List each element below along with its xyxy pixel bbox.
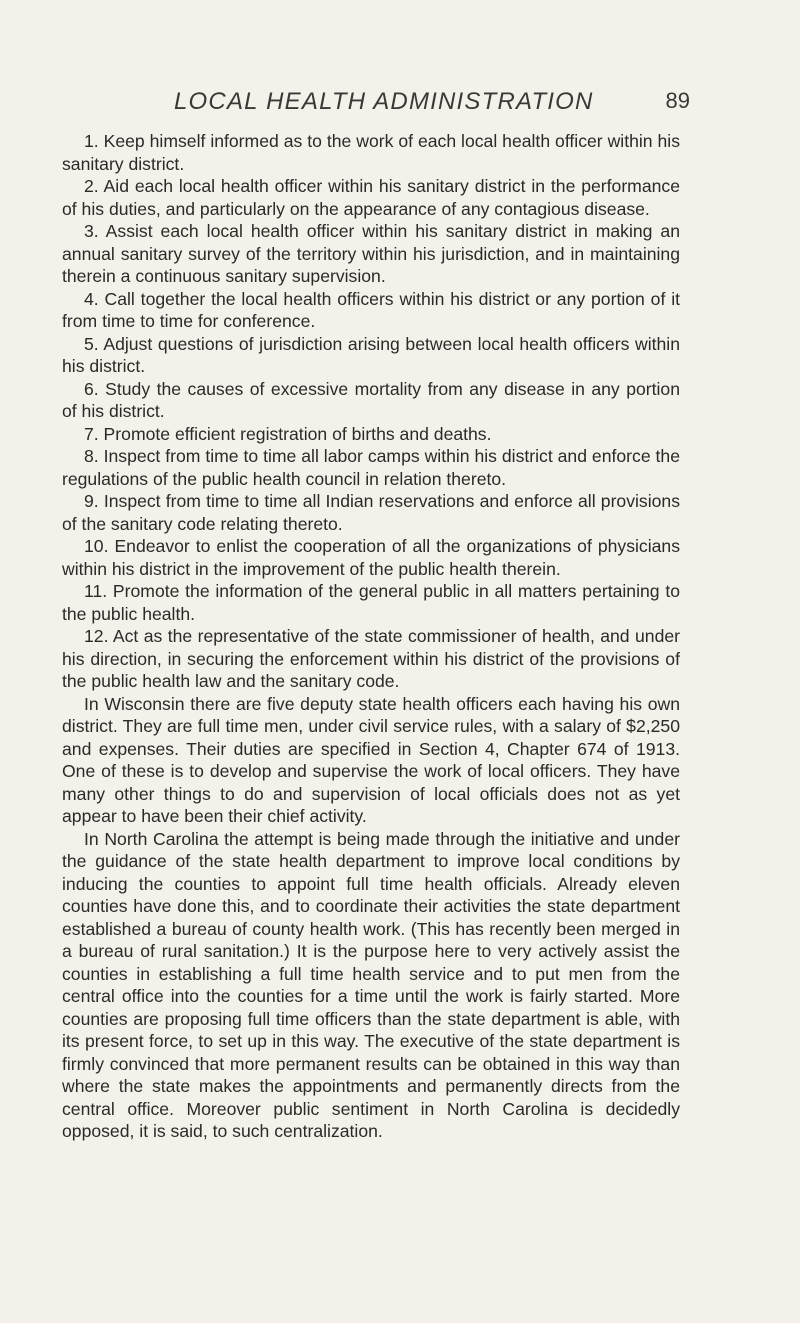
paragraph-duty-10: 10. Endeavor to enlist the cooperation of all the organizations of physicians within his district in the improvement of the public health therein. bbox=[62, 536, 680, 579]
paragraph-duty-11: 11. Promote the information of the general public in all matters pertaining to the public health. bbox=[62, 581, 680, 624]
paragraph-duty-9: 9. Inspect from time to time all Indian reservations and enforce all provisions of the sanitary code relating thereto. bbox=[62, 491, 680, 534]
paragraph-duty-4: 4. Call together the local health officers within his district or any portion of it from time to time for conference. bbox=[62, 288, 680, 331]
paragraph-wisconsin: In Wisconsin there are five deputy state health officers each having his own district. They are full time men, under civil service rules, with a salary of $2,250 and expenses. Their duties are specified in Section 4, Chapter 674 of 1913. One of these is to develop and supervise the work of local officers. They have many other things to do and supervision of local officials does not as yet appear to have been their chief activity. bbox=[62, 693, 680, 826]
body-text bbox=[62, 130, 680, 1143]
page-number: 89 bbox=[665, 88, 690, 113]
paragraph-duty-3: 3. Assist each local health officer within his sanitary district in making an annual sanitary survey of the territory within his jurisdiction, and in maintaining therein a continuous sanitary supervision. bbox=[62, 221, 680, 286]
paragraph-duty-8: 8. Inspect from time to time all labor camps within his district and enforce the regulations of the public health council in relation thereto. bbox=[62, 446, 680, 489]
paragraph-north-carolina: In North Carolina the attempt is being made through the initiative and under the guidance of the state health department to improve local conditions by inducing the counties to appoint full time health officials. Already eleven counties have done this, and to coordinate their activities the state department established a bureau of county health work. (This has recently been merged in a bureau of rural sanitation.) It is the purpose here to very actively assist the counties in establishing a full time health service and to put men from the central office into the counties for a time until the work is fairly started. More counties are proposing full time officers than the state department is able, with its present force, to set up in this way. The executive of the state department is firmly convinced that more permanent results can be obtained in this way than where the state makes the appointments and permanently directs from the central office. Moreover public sentiment in North Carolina is decidedly opposed, it is said, to such centralization. bbox=[62, 828, 680, 1141]
paragraph-duty-1: 1. Keep himself informed as to the work of each local health officer within his sanitary district. bbox=[62, 131, 680, 174]
paragraph-duty-6: 6. Study the causes of excessive mortality from any disease in any portion of his district. bbox=[62, 378, 680, 421]
paragraph-duty-7: 7. Promote efficient registration of births and deaths. bbox=[84, 423, 492, 444]
paragraph-duty-5: 5. Adjust questions of jurisdiction arising between local health officers within his district. bbox=[62, 333, 680, 376]
running-title: LOCAL HEALTH ADMINISTRATION bbox=[174, 88, 594, 115]
running-head bbox=[174, 88, 690, 118]
paragraph-duty-2: 2. Aid each local health officer within his sanitary district in the performance of his duties, and particularly on the appearance of any contagious disease. bbox=[62, 176, 680, 219]
paragraph-duty-12: 12. Act as the representative of the state commissioner of health, and under his direction, in securing the enforcement within his district of the provisions of the public health law and the sanitary code. bbox=[62, 626, 680, 691]
